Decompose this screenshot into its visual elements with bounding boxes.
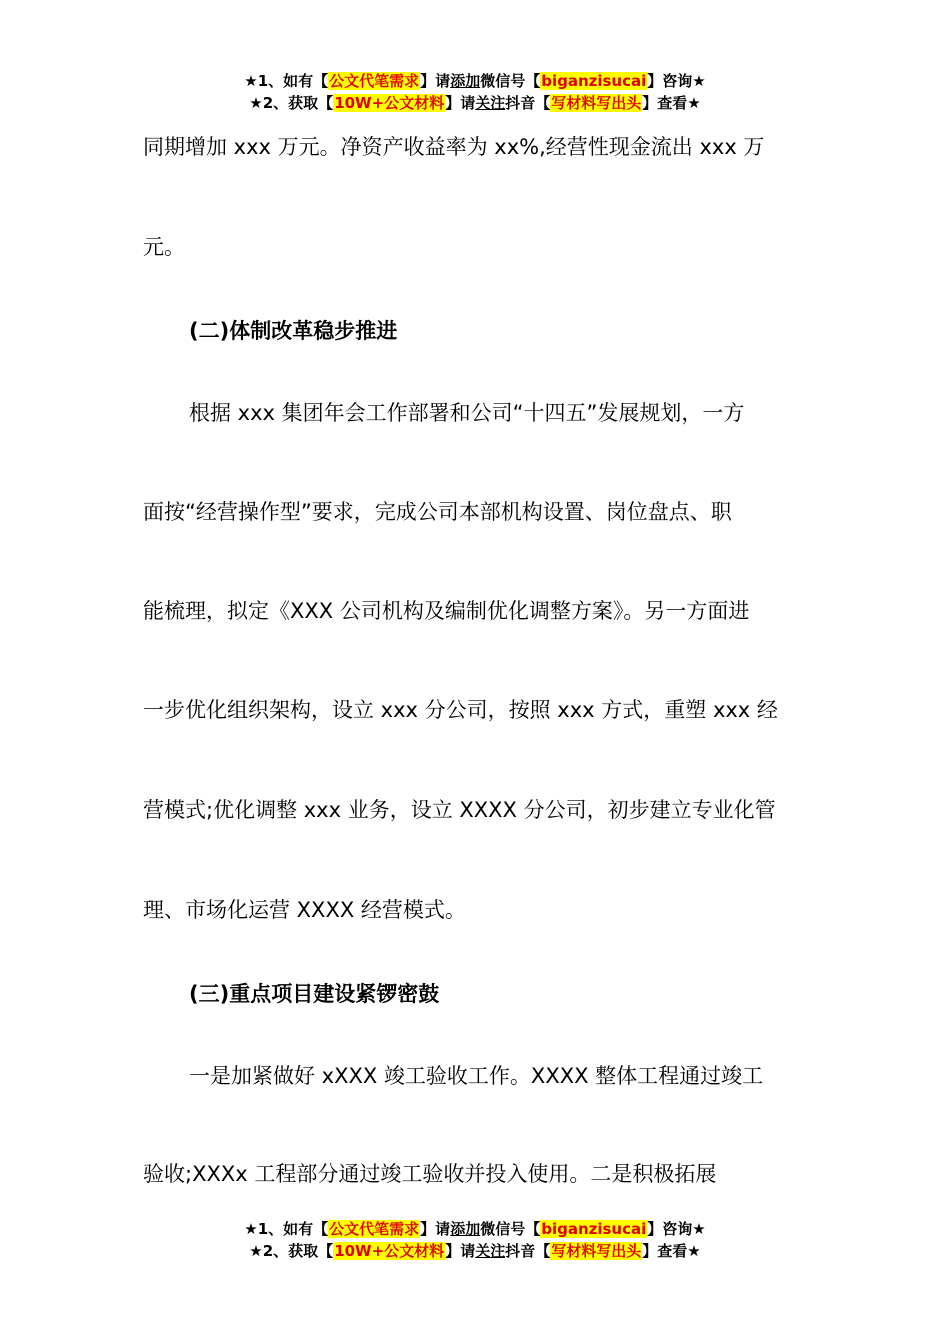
banner-underline-text: 关注 <box>475 94 506 112</box>
banner-text: ★1、如有【 <box>244 72 329 90</box>
body-line: 理、市场化运营 XXXX 经营模式。 <box>143 898 466 922</box>
banner-line-1 <box>0 1218 950 1240</box>
section-heading: (三)重点项目建设紧锣密鼓 <box>189 982 440 1006</box>
section-heading: (二)体制改革稳步推进 <box>189 319 398 343</box>
banner-text: 】咨询★ <box>647 72 706 90</box>
banner-text: 】请 <box>420 72 451 90</box>
banner-text: 】请 <box>445 1242 476 1260</box>
body-line: 根据 xxx 集团年会工作部署和公司“十四五”发展规划，一方 <box>189 401 745 425</box>
banner-line-2 <box>0 92 950 114</box>
header-banner <box>0 70 950 114</box>
banner-text: 】查看★ <box>642 1242 701 1260</box>
banner-line-2 <box>0 1240 950 1262</box>
banner-highlight: biganzisucai <box>541 72 647 90</box>
body-line: 面按“经营操作型”要求，完成公司本部机构设置、岗位盘点、职 <box>143 500 732 524</box>
body-line: 营模式;优化调整 xxx 业务，设立 XXXX 分公司，初步建立专业化管 <box>143 798 776 822</box>
banner-text: 抖音【 <box>505 94 551 112</box>
banner-text: 微信号【 <box>480 72 541 90</box>
banner-underline-text: 关注 <box>475 1242 506 1260</box>
body-line: 一是加紧做好 xXXX 竣工验收工作。XXXX 整体工程通过竣工 <box>189 1064 764 1088</box>
banner-text: 微信号【 <box>480 1220 541 1238</box>
banner-highlight: 10W+公文材料 <box>334 94 445 112</box>
footer-banner <box>0 1218 950 1262</box>
body-line: 一步优化组织架构，设立 xxx 分公司，按照 xxx 方式，重塑 xxx 经 <box>143 698 778 722</box>
banner-text: 抖音【 <box>505 1242 551 1260</box>
body-line: 元。 <box>143 235 185 259</box>
banner-highlight: 10W+公文材料 <box>334 1242 445 1260</box>
banner-text: ★2、获取【 <box>249 1242 334 1260</box>
banner-highlight: 写材料写出头 <box>551 94 642 112</box>
body-line: 同期增加 xxx 万元。净资产收益率为 xx%,经营性现金流出 xxx 万 <box>143 135 765 159</box>
body-line: 验收;XXXx 工程部分通过竣工验收并投入使用。二是积极拓展 <box>143 1162 717 1186</box>
banner-text: 】查看★ <box>642 94 701 112</box>
body-line: 能梳理，拟定《XXX 公司机构及编制优化调整方案》。另一方面进 <box>143 599 750 623</box>
banner-highlight: biganzisucai <box>541 1220 647 1238</box>
banner-line-1 <box>0 70 950 92</box>
banner-text: 】咨询★ <box>647 1220 706 1238</box>
banner-text: ★1、如有【 <box>244 1220 329 1238</box>
banner-text: 】请 <box>445 94 476 112</box>
banner-underline-text: 添加 <box>450 1220 481 1238</box>
banner-text: 】请 <box>420 1220 451 1238</box>
banner-highlight: 公文代笔需求 <box>329 1220 420 1238</box>
banner-highlight: 公文代笔需求 <box>329 72 420 90</box>
banner-highlight: 写材料写出头 <box>551 1242 642 1260</box>
banner-text: ★2、获取【 <box>249 94 334 112</box>
banner-underline-text: 添加 <box>450 72 481 90</box>
